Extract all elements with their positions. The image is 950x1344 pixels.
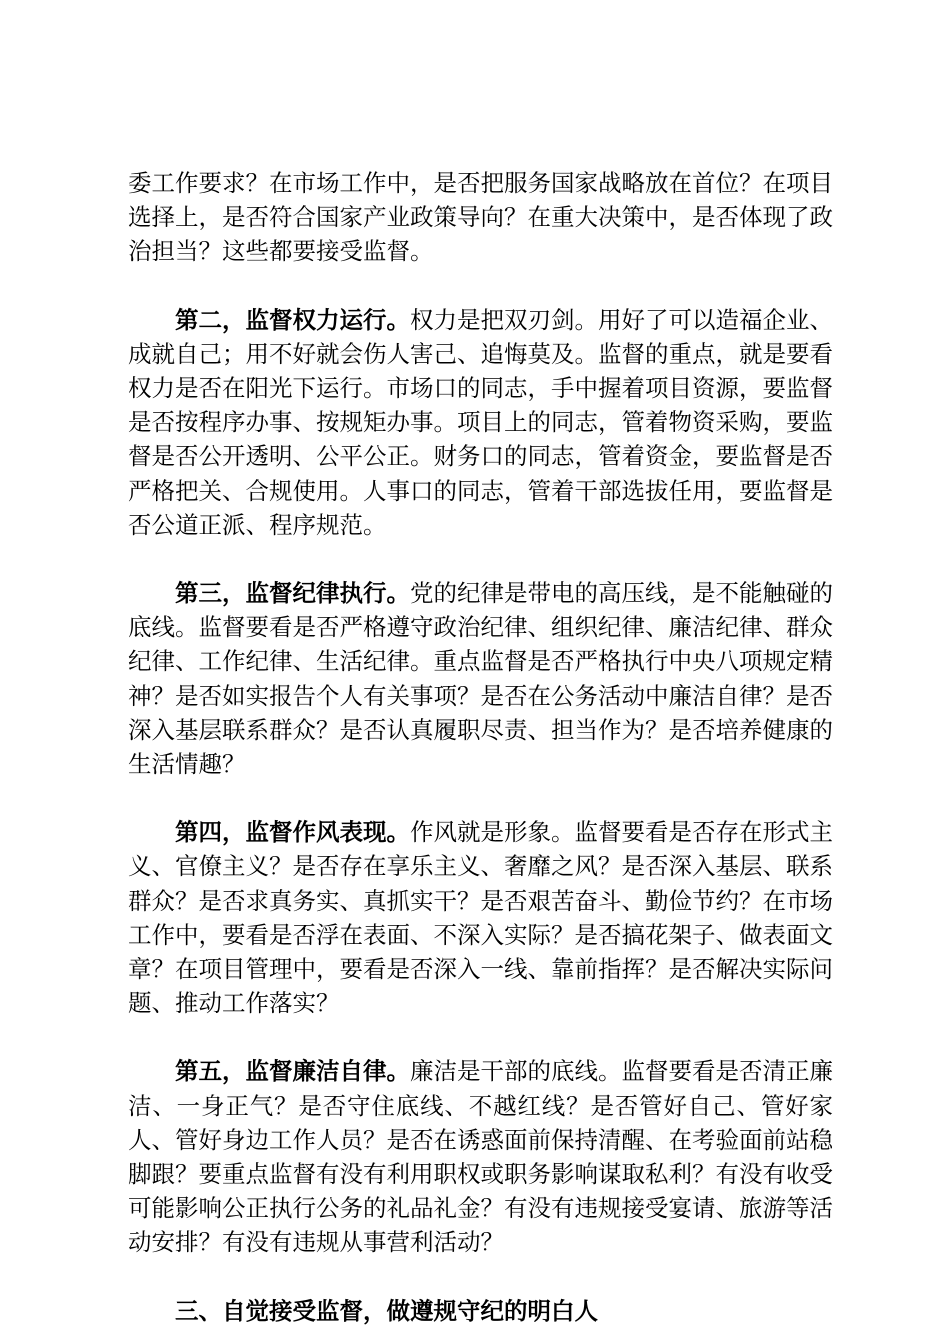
- paragraph-integrity-supervision: [128, 1054, 833, 1259]
- paragraph-text: 委工作要求？在市场工作中，是否把服务国家战略放在首位？在项目选择上，是否符合国家产业政策导向？在重大决策中，是否体现了政治担当？这些都要接受监督。: [128, 169, 833, 266]
- paragraph-lead: 第二，监督权力运行。: [175, 305, 410, 334]
- paragraph-text: 权力是把双刃剑。用好了可以造福企业、成就自己；用不好就会伤人害己、追悔莫及。监督的重点，就是要看权力是否在阳光下运行。市场口的同志，手中握着项目资源，要监督是否按程序办事、按规矩办事。项目上的同志，管着物资采购，要监督是否公开透明、公平公正。财务口的同志，管着资金，要监督是否严格把关、合规使用。人事口的同志，管着干部选拔任用，要监督是否公道正派、程序规范。: [128, 305, 833, 539]
- paragraph-continued: [128, 166, 833, 269]
- paragraph-text: 廉洁是干部的底线。监督要看是否清正廉洁、一身正气？是否守住底线、不越红线？是否管好自己、管好家人、管好身边工作人员？是否在诱惑面前保持清醒、在考验面前站稳脚跟？要重点监督有没有利用职权或职务影响谋取私利？有没有收受可能影响公正执行公务的礼品礼金？有没有违规接受宴请、旅游等活动安排？有没有违规从事营利活动？: [128, 1057, 833, 1257]
- document-body: [128, 166, 833, 1328]
- paragraph-text: 党的纪律是带电的高压线，是不能触碰的底线。监督要看是否严格遵守政治纪律、组织纪律、廉洁纪律、群众纪律、工作纪律、生活纪律。重点监督是否严格执行中央八项规定精神？是否如实报告个人有关事项？是否在公务活动中廉洁自律？是否深入基层联系群众？是否认真履职尽责、担当作为？是否培养健康的生活情趣？: [128, 579, 833, 779]
- paragraph-discipline-supervision: [128, 576, 833, 781]
- paragraph-text: 作风就是形象。监督要看是否存在形式主义、官僚主义？是否存在享乐主义、奢靡之风？是否深入基层、联系群众？是否求真务实、真抓实干？是否艰苦奋斗、勤俭节约？在市场工作中，要看是否浮在表面、不深入实际？是否搞花架子、做表面文章？在项目管理中，要看是否深入一线、靠前指挥？是否解决实际问题、推动工作落实？: [128, 818, 833, 1018]
- paragraph-power-supervision: [128, 303, 833, 542]
- section-heading: 三、自觉接受监督，做遵规守纪的明白人: [175, 1296, 598, 1325]
- paragraph-lead: 第五，监督廉洁自律。: [175, 1057, 410, 1086]
- paragraph-lead: 第三，监督纪律执行。: [175, 579, 410, 608]
- paragraph-lead: 第四，监督作风表现。: [175, 818, 410, 847]
- paragraph-style-supervision: [128, 815, 833, 1020]
